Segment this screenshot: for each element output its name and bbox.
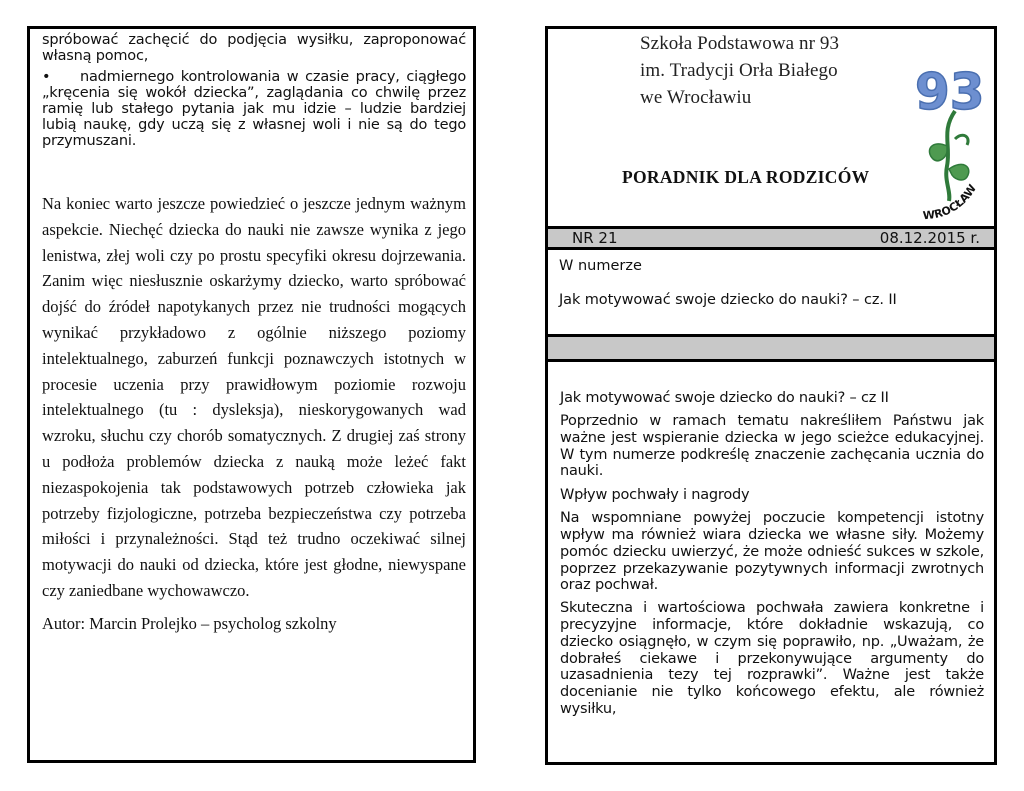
bullet-symbol: •: [42, 69, 51, 85]
guide-title: PORADNIK DLA RODZICÓW: [622, 167, 870, 187]
table-of-contents: [548, 250, 994, 337]
bullet-item: [42, 69, 466, 149]
article-subheading: Wpływ pochwały i nagrody: [560, 487, 750, 504]
author-line: Autor: Marcin Prolejko – psycholog szkolny: [42, 613, 337, 633]
article-paragraph-1: Poprzednio w ramach tematu nakreśliłem Państwu jak ważne jest wspieranie dziecka w jego scieżce edukacyjnej. W tym numerze podkreślę znaczenie zachęcania ucznia do nauki.: [560, 413, 984, 480]
logo-number: 93: [915, 63, 985, 121]
main-paragraph: Na koniec warto jeszcze powiedzieć o jeszcze jednym ważnym aspekcie. Niechęć dziecka do nauki nie zawsze wynika z jego lenistwa, złej woli czy po prostu specyfiki okresu dojrzewania. Zanim więc niesłusznie oskarżymy dziecko, warto spróbować dojść do źródeł napotykanych przez nie trudności mogących wynikać przykładowo z ogólnie niższego poziomy intelektualnego, zaburzeń funkcji poznawczych istotnych w procesie uczenia przy prawidłowym poziomie rozwoju intelektualnego (tu : dysleksja), nieskorygowanych wad wzroku, słuchu czy chorób somatycznych. Z drugiej zaś strony u podłoża problemów dziecka z nauką może leżeć fakt niezaspokojenia tak podstawowych potrzeb człowieka jak potrzeby fizjologiczne, potrzeba bezpieczeństwa czy potrzeba miłości i przynależności. Stąd też trudno oczekiwać silnej motywacji do nauki od dziecka, które jest głodne, niewyspane czy zaniedbane wychowawczo.: [42, 194, 466, 600]
left-page-content: [42, 32, 466, 634]
toc-item: Jak motywować swoje dziecko do nauki? – cz. II: [559, 292, 897, 308]
school-name: Szkoła Podstawowa nr 93: [640, 33, 840, 54]
left-page: [27, 26, 476, 763]
article: [560, 389, 984, 718]
logo-leaf-left: [929, 144, 947, 161]
intro-paragraph: spróbować zachęcić do podjęcia wysiłku, zaproponować własną pomoc,: [42, 32, 466, 64]
school-logo: [911, 51, 993, 221]
logo-city: WROCŁAW: [922, 182, 980, 221]
school-patron: im. Tradycji Orła Białego: [640, 60, 838, 81]
article-heading: Jak motywować swoje dziecko do nauki? – cz II: [560, 390, 889, 406]
logo-stem: [946, 111, 955, 201]
issue-date: 08.12.2015 r.: [879, 229, 980, 247]
newsletter-header: [548, 29, 994, 227]
logo-curl: [955, 135, 968, 145]
logo-leaf-right: [949, 164, 969, 180]
article-paragraph-3: Skuteczna i wartościowa pochwała zawiera konkretne i precyzyjne informacje, które dokładnie wskazują, co dziecko osiągnęło, w czym się poprawiło, np. „Uważam, że dobrałeś ciekawe i przekonywujące argumenty do uzasadnienia tezy tej rozprawki”. Ważne jest także docenianie nie tylko końcowego efektu, ale również wysiłku,: [560, 600, 984, 717]
logo-city-text: [922, 182, 979, 221]
right-page: [545, 26, 997, 765]
toc-label: W numerze: [559, 258, 642, 274]
divider-bar: [548, 337, 994, 362]
bullet-text: nadmiernego kontrolowania w czasie pracy, ciągłego „kręcenia się wokół dziecka”, zaglądania co chwilę przez ramię lub stałego pytania jak mu idzie – ludzie bardziej lubią naukę, gdy uczą się z własnej woli i nie są do tego przymuszani.: [42, 69, 466, 149]
issue-number: NR 21: [572, 229, 618, 247]
article-paragraph-2: Na wspomniane powyżej poczucie kompetencji istotny wpływ ma również wiara dziecka we własne siły. Możemy pomóc dziecku uwierzyć, że może odnieść sukces w szkole, poprzez przekazywanie pozytywnych informacji zwrotnych oraz pochwał.: [560, 510, 984, 594]
school-city: we Wrocławiu: [640, 87, 752, 108]
issue-bar: [548, 226, 994, 250]
